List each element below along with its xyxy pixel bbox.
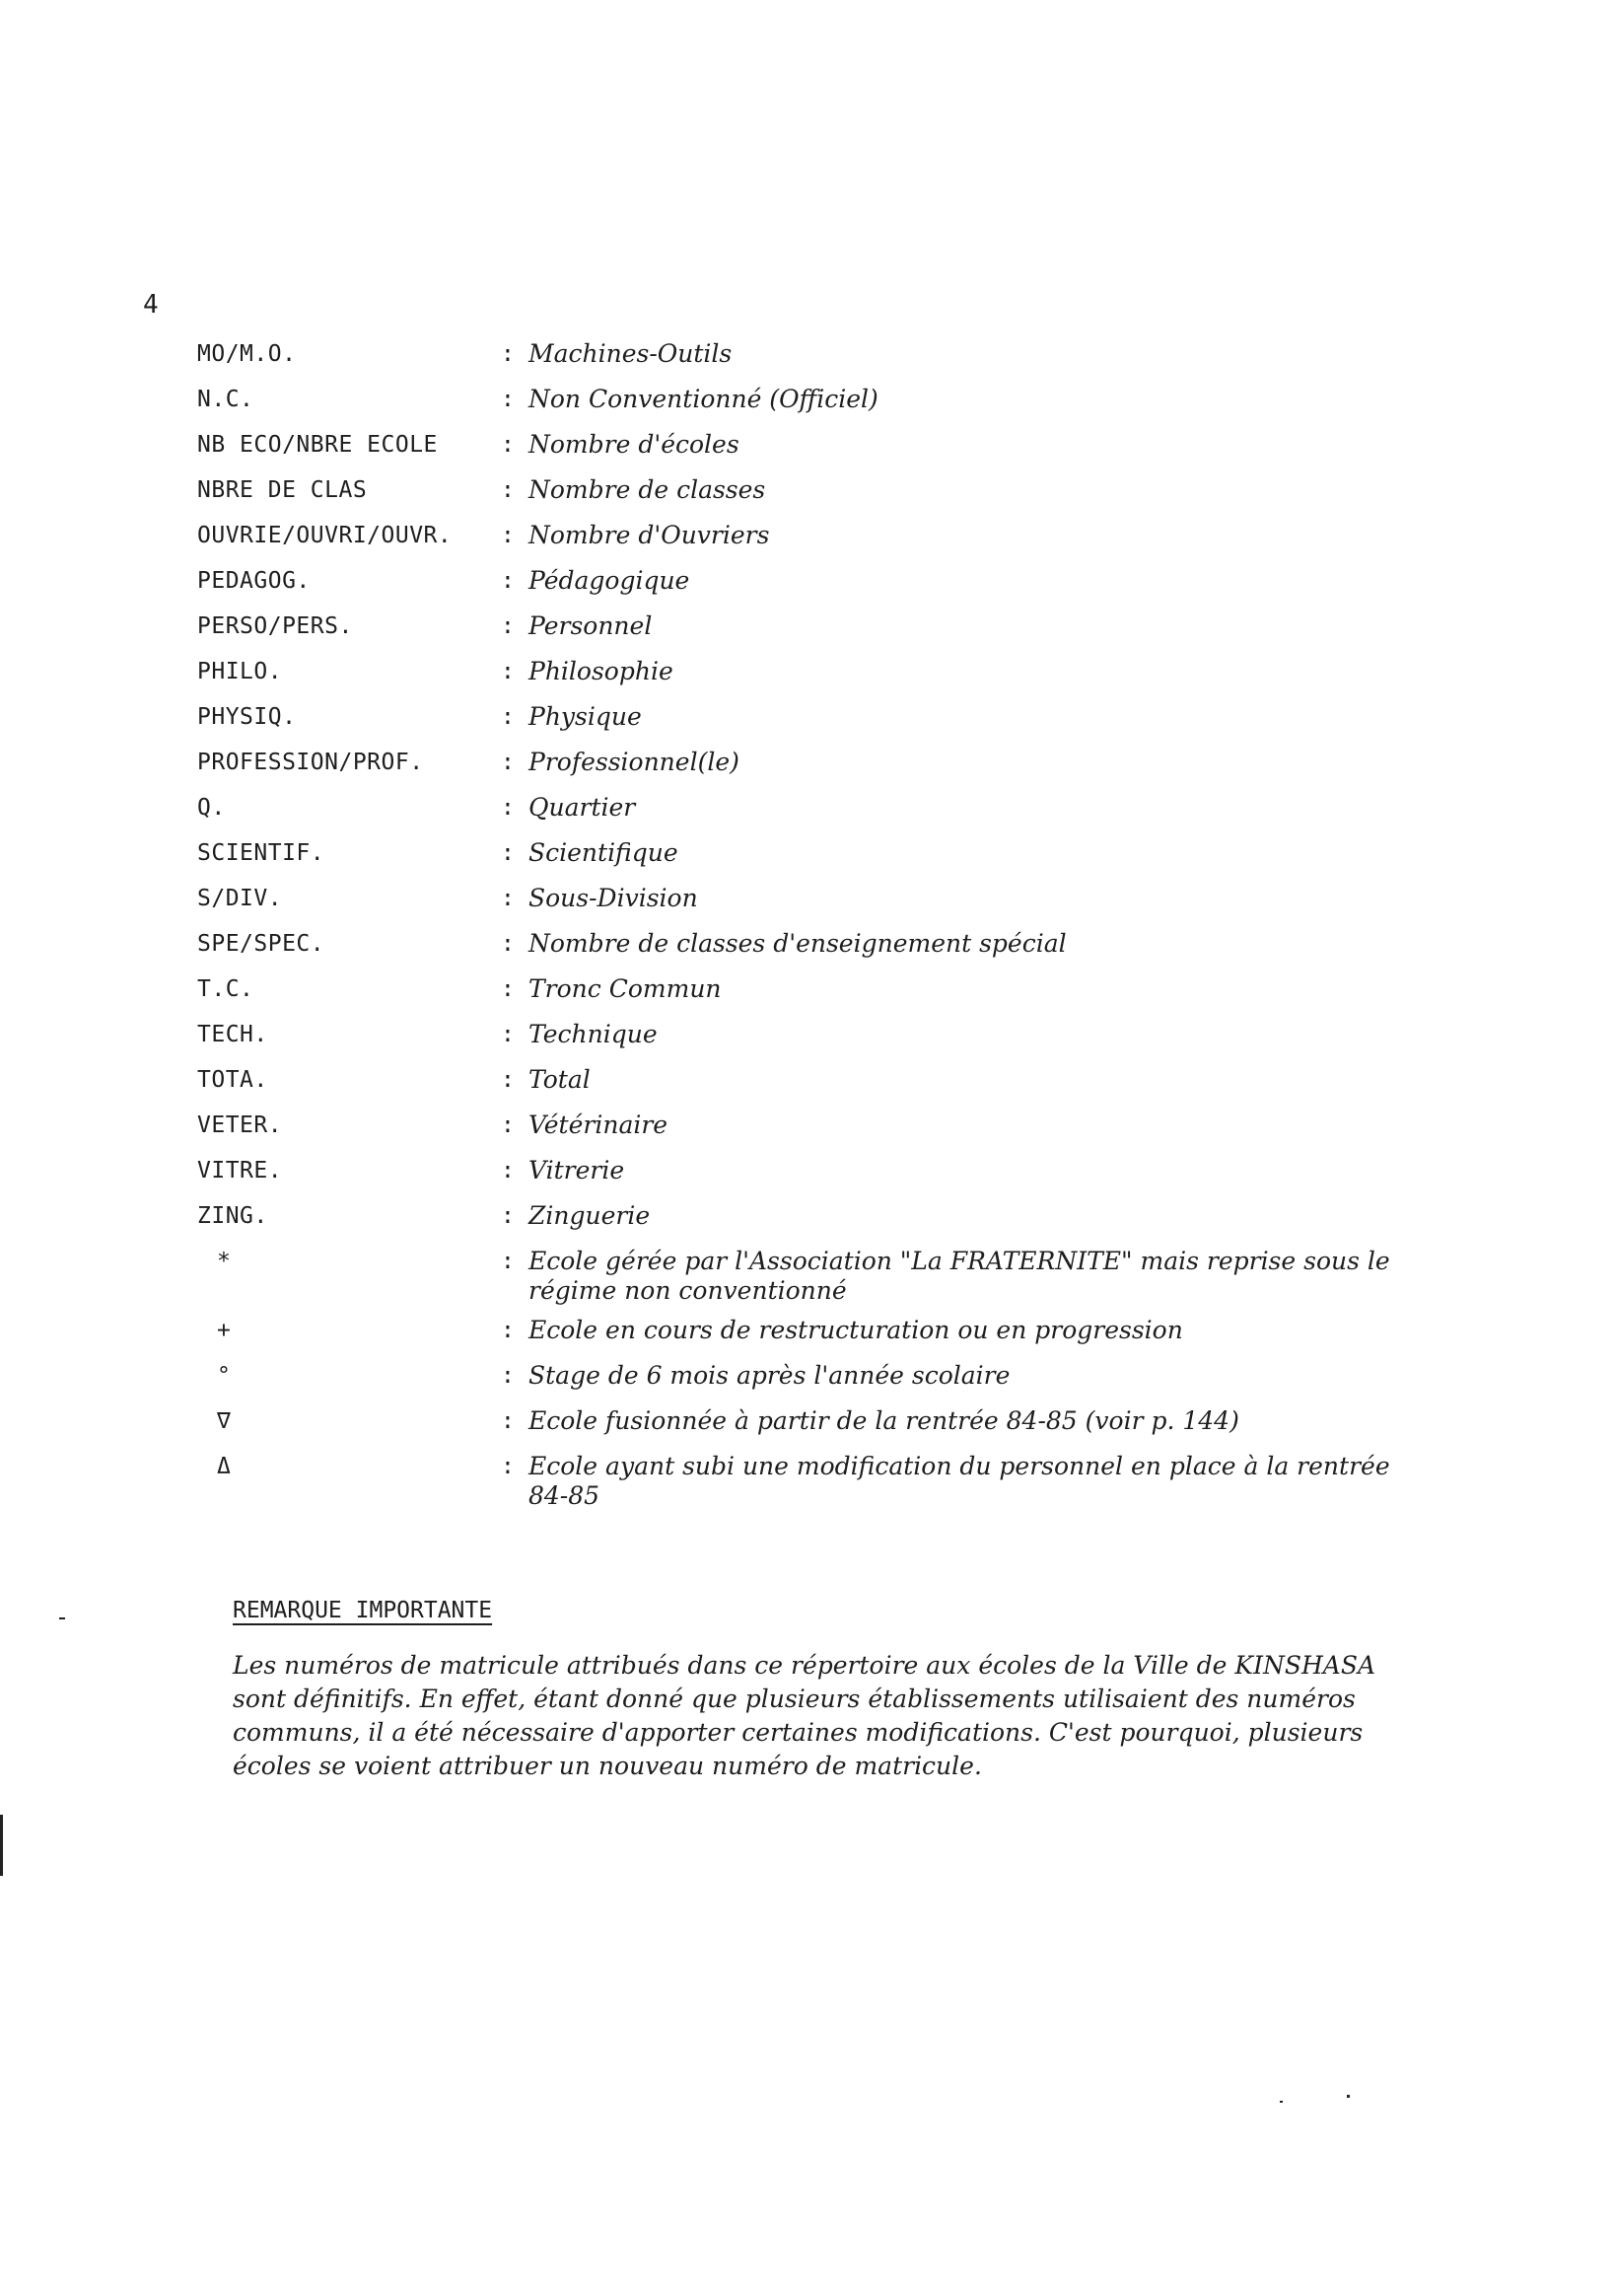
separator-colon: : <box>501 1158 515 1184</box>
abbreviation-definition: Non Conventionné (Officiel) <box>528 385 878 413</box>
abbreviation-term: TECH. <box>197 1022 268 1047</box>
separator-colon: : <box>501 704 515 730</box>
separator-colon: : <box>501 477 515 503</box>
separator-colon: : <box>501 1454 515 1479</box>
separator-colon: : <box>501 341 515 367</box>
abbreviation-term: PHYSIQ. <box>197 704 297 730</box>
abbreviation-term: TOTA. <box>197 1067 268 1093</box>
abbreviation-term: PERSO/PERS. <box>197 613 353 639</box>
abbreviation-definition: Pédagogique <box>528 566 690 595</box>
separator-colon: : <box>501 1318 515 1343</box>
abbreviation-term: PHILO. <box>197 659 283 684</box>
remark-heading: REMARQUE IMPORTANTE <box>233 1598 493 1623</box>
abbreviation-definition: Tronc Commun <box>528 974 722 1003</box>
abbreviation-term: VETER. <box>197 1112 283 1138</box>
abbreviation-definition: Stage de 6 mois après l'année scolaire <box>528 1361 1011 1390</box>
abbreviation-row <box>197 972 1430 1018</box>
abbreviation-definition: Ecole gérée par l'Association "La FRATERNITE" mais reprise sous le régime non conventionné <box>528 1247 1390 1305</box>
abbreviation-definition: Vétérinaire <box>528 1111 668 1139</box>
abbreviation-term: PROFESSION/PROF. <box>197 750 424 775</box>
scan-speck <box>1280 2101 1283 2103</box>
abbreviation-definition: Machines-Outils <box>528 339 733 368</box>
separator-colon: : <box>501 523 515 548</box>
abbreviation-term: VITRE. <box>197 1158 283 1184</box>
abbreviation-term: Q. <box>197 795 226 821</box>
down-triangle-symbol: ∇ <box>217 1408 232 1434</box>
abbreviation-row <box>197 383 1430 428</box>
abbreviation-definition: Philosophie <box>528 657 673 685</box>
abbreviation-row <box>197 1314 1430 1359</box>
separator-colon: : <box>501 1067 515 1093</box>
abbreviation-term: T.C. <box>197 976 254 1002</box>
separator-colon: : <box>501 613 515 639</box>
separator-colon: : <box>501 1203 515 1229</box>
abbreviation-list <box>197 337 1430 1519</box>
abbreviation-row <box>197 1063 1430 1109</box>
abbreviation-row <box>197 1018 1430 1063</box>
abbreviation-definition: Nombre d'écoles <box>528 430 739 459</box>
separator-colon: : <box>501 1112 515 1138</box>
abbreviation-definition: Sous-Division <box>528 884 698 912</box>
separator-colon: : <box>501 976 515 1002</box>
abbreviation-row <box>197 836 1430 882</box>
abbreviation-row <box>197 473 1430 519</box>
abbreviation-definition: Ecole en cours de restructuration ou en progression <box>528 1316 1183 1344</box>
separator-colon: : <box>501 1363 515 1389</box>
abbreviation-row <box>197 1245 1430 1314</box>
abbreviation-term: SPE/SPEC. <box>197 931 325 957</box>
abbreviation-term: OUVRIE/OUVRI/OUVR. <box>197 523 453 548</box>
separator-colon: : <box>501 659 515 684</box>
remark-section <box>233 1598 1416 1783</box>
abbreviation-definition: Ecole fusionnée à partir de la rentrée 84-85 (voir p. 144) <box>528 1406 1239 1435</box>
separator-colon: : <box>501 387 515 412</box>
abbreviation-row <box>197 428 1430 473</box>
abbreviation-row <box>197 564 1430 610</box>
abbreviation-row <box>197 337 1430 383</box>
abbreviation-row <box>197 791 1430 836</box>
abbreviation-definition: Ecole ayant subi une modification du personnel en place à la rentrée 84-85 <box>528 1452 1390 1510</box>
abbreviation-definition: Nombre de classes <box>528 475 766 504</box>
abbreviation-definition: Scientifique <box>528 838 678 867</box>
abbreviation-row <box>197 655 1430 700</box>
abbreviation-row <box>197 1109 1430 1154</box>
page-number: 4 <box>143 290 159 320</box>
separator-colon: : <box>501 1022 515 1047</box>
abbreviation-definition: Physique <box>528 702 642 731</box>
abbreviation-row <box>197 1154 1430 1199</box>
abbreviation-row <box>197 1404 1430 1450</box>
abbreviation-row <box>197 700 1430 746</box>
abbreviation-definition: Technique <box>528 1020 658 1048</box>
abbreviation-term: NBRE DE CLAS <box>197 477 368 503</box>
abbreviation-definition: Nombre de classes d'enseignement spécial <box>528 929 1067 958</box>
abbreviation-definition: Professionnel(le) <box>528 748 739 776</box>
degree-symbol: ° <box>217 1363 232 1389</box>
abbreviation-term: ZING. <box>197 1203 268 1229</box>
abbreviation-definition: Personnel <box>528 611 653 640</box>
scan-speck <box>1347 2095 1350 2098</box>
abbreviation-row <box>197 519 1430 564</box>
abbreviation-definition: Nombre d'Ouvriers <box>528 521 770 549</box>
abbreviation-row <box>197 746 1430 791</box>
abbreviation-definition: Vitrerie <box>528 1156 625 1184</box>
remark-paragraph: Les numéros de matricule attribués dans ce répertoire aux écoles de la Ville de KINSHASA sont définitifs. En effet, étant donné que plusieurs établissements utilisaient des numéros communs, il a été nécessaire d'apporter certaines modifications. C'est pourquoi, plusieurs écoles se voient attribuer un nouveau numéro de matricule. <box>233 1651 1376 1780</box>
abbreviation-term: N.C. <box>197 387 254 412</box>
abbreviation-term: NB ECO/NBRE ECOLE <box>197 432 438 458</box>
separator-colon: : <box>501 795 515 821</box>
abbreviation-row <box>197 1450 1430 1519</box>
separator-colon: : <box>501 1408 515 1434</box>
plus-symbol: + <box>217 1318 232 1343</box>
separator-colon: : <box>501 886 515 911</box>
abbreviation-definition: Zinguerie <box>528 1201 651 1230</box>
separator-colon: : <box>501 432 515 458</box>
scan-margin-line <box>0 1815 3 1876</box>
scan-margin-dash <box>59 1617 65 1619</box>
separator-colon: : <box>501 840 515 866</box>
abbreviation-definition: Total <box>528 1065 591 1094</box>
abbreviation-row <box>197 882 1430 927</box>
abbreviation-row <box>197 1199 1430 1245</box>
abbreviation-row <box>197 927 1430 972</box>
abbreviation-term: PEDAGOG. <box>197 568 311 594</box>
abbreviation-term: S/DIV. <box>197 886 283 911</box>
abbreviation-row <box>197 610 1430 655</box>
abbreviation-term: MO/M.O. <box>197 341 297 367</box>
separator-colon: : <box>501 750 515 775</box>
abbreviation-definition: Quartier <box>528 793 636 822</box>
asterisk-symbol: * <box>217 1249 232 1274</box>
separator-colon: : <box>501 931 515 957</box>
separator-colon: : <box>501 1249 515 1274</box>
separator-colon: : <box>501 568 515 594</box>
abbreviation-row <box>197 1359 1430 1404</box>
abbreviation-term: SCIENTIF. <box>197 840 325 866</box>
up-triangle-symbol: Δ <box>217 1454 232 1479</box>
